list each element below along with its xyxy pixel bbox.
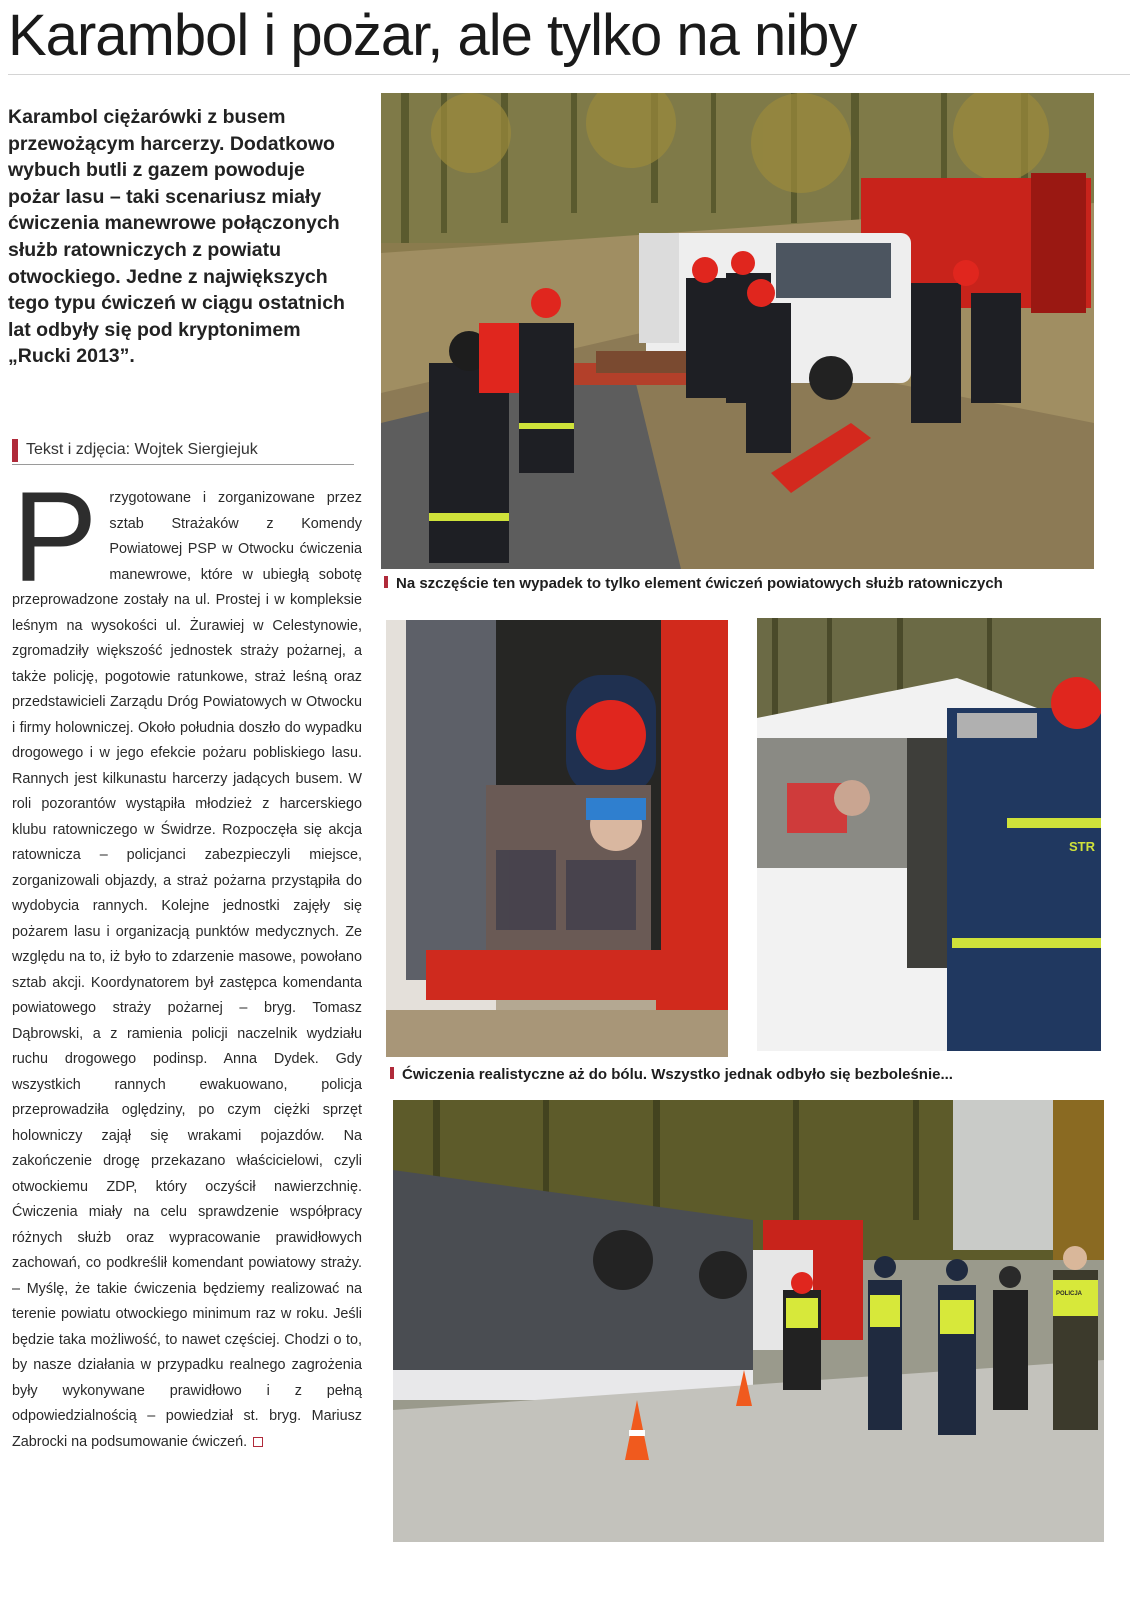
caption-marker xyxy=(384,576,388,588)
caption-photo-1 xyxy=(384,574,1003,594)
police-vest-text: POLICJA xyxy=(1056,1291,1083,1297)
photo-bus-extrication xyxy=(757,618,1101,1051)
credit-text: Tekst i zdjęcia: Wojtek Siergiejuk xyxy=(26,441,258,458)
photo-rescue-van xyxy=(381,93,1094,569)
str-badge: STR xyxy=(1069,839,1095,854)
caption-text: Na szczęście ten wypadek to tylko element ćwiczeń powiatowych służb ratowniczych xyxy=(396,575,1003,592)
article-body xyxy=(12,466,362,1586)
photo-overturned-truck xyxy=(393,1100,1104,1542)
caption-text: Ćwiczenia realistyczne aż do bólu. Wszystko jednak odbyło się bezboleśnie... xyxy=(402,1066,953,1083)
title-rule xyxy=(8,74,1130,75)
photo-victim-in-cab xyxy=(386,620,728,1057)
end-of-article-mark xyxy=(253,1437,263,1447)
caption-photos-2-3 xyxy=(390,1065,953,1085)
author-credit xyxy=(12,439,354,465)
credit-marker xyxy=(12,439,18,462)
body-text: rzygotowane i zorganizowane przez sztab Strażaków z Komendy Powiatowej PSP w Otwocku ćwiczenia manewrowe, które w ubiegłą sobotę przeprowadzone zostały na ul. Prostej i w kompleksie leśnym na wysokości ul. Żurawiej w Celestynowie, zgromadziły większość jednostek straży pożarnej, a także policję, pogotowie ratunkowe, straż leśną oraz przedstawicieli Zarządu Dróg Powiatowych w Otwocku i firmy holowniczej. Około południa doszło do wypadku drogowego i w jego efekcie pożaru pobliskiego lasu. Rannych jest kilkunastu harcerzy jadących busem. W roli pozorantów wystąpiła młodzież z harcerskiego klubu ratowniczego w Świdrze. Rozpoczęła się akcja ratownicza – policjanci zabezpieczyli miejsce, zorganizowali objazdy, a straż pożarna przystąpiła do wydobycia rannych. Kolejne jednostki zajęły się pożarem lasu i organizacją punktów medycznych. Ze względu na to, iż było to zdarzenie masowe, powołano sztab akcji. Koordynatorem był zastępca komendanta powiatowego straży pożarnej – bryg. Tomasz Dąbrowski, a z ramienia policji naczelnik wydziału ruchu drogowego podinsp. Anna Dydek. Gdy wszystkich rannych ewakuowano, policja przeprowadziła oględziny, po czym ciężki sprzęt holowniczy zajął się wrakami pojazdów. Na zakończenie drogę przekazano właścicielowi, czyli otwockiemu ZDP, który oczyścił nawierzchnię. Ćwiczenia miały na celu sprawdzenie współpracy różnych służb oraz wypracowanie prawidłowych zachowań, co podkreślił komendant powiatowy straży. – Myślę, że takie ćwiczenia będziemy realizować na terenie powiatu otwockiego minimum raz w roku. Jeśli będzie taka możliwość, to nawet częściej. Chodzi o to, by nasze działania w przypadku realnego zagrożenia były wykonywane prawidłowo i z pełną odpowiedzialnością – powiedział st. bryg. Mariusz Zabrocki na podsumowanie ćwiczeń. xyxy=(12,490,362,1450)
drop-cap: P xyxy=(12,466,98,609)
caption-marker xyxy=(390,1067,394,1079)
article-title: Karambol i pożar, ale tylko na niby xyxy=(8,3,857,68)
article-lead: Karambol ciężarówki z busem przewożącym harcerzy. Dodatkowo wybuch butli z gazem powoduje pożar lasu – taki scenariusz miały ćwiczenia manewrowe połączonych służb ratowniczych z powiatu otwockiego. Jedne z największych tego typu ćwiczeń w ciągu ostatnich lat odbyły się pod kryptonimem „Rucki 2013”. xyxy=(8,106,345,368)
